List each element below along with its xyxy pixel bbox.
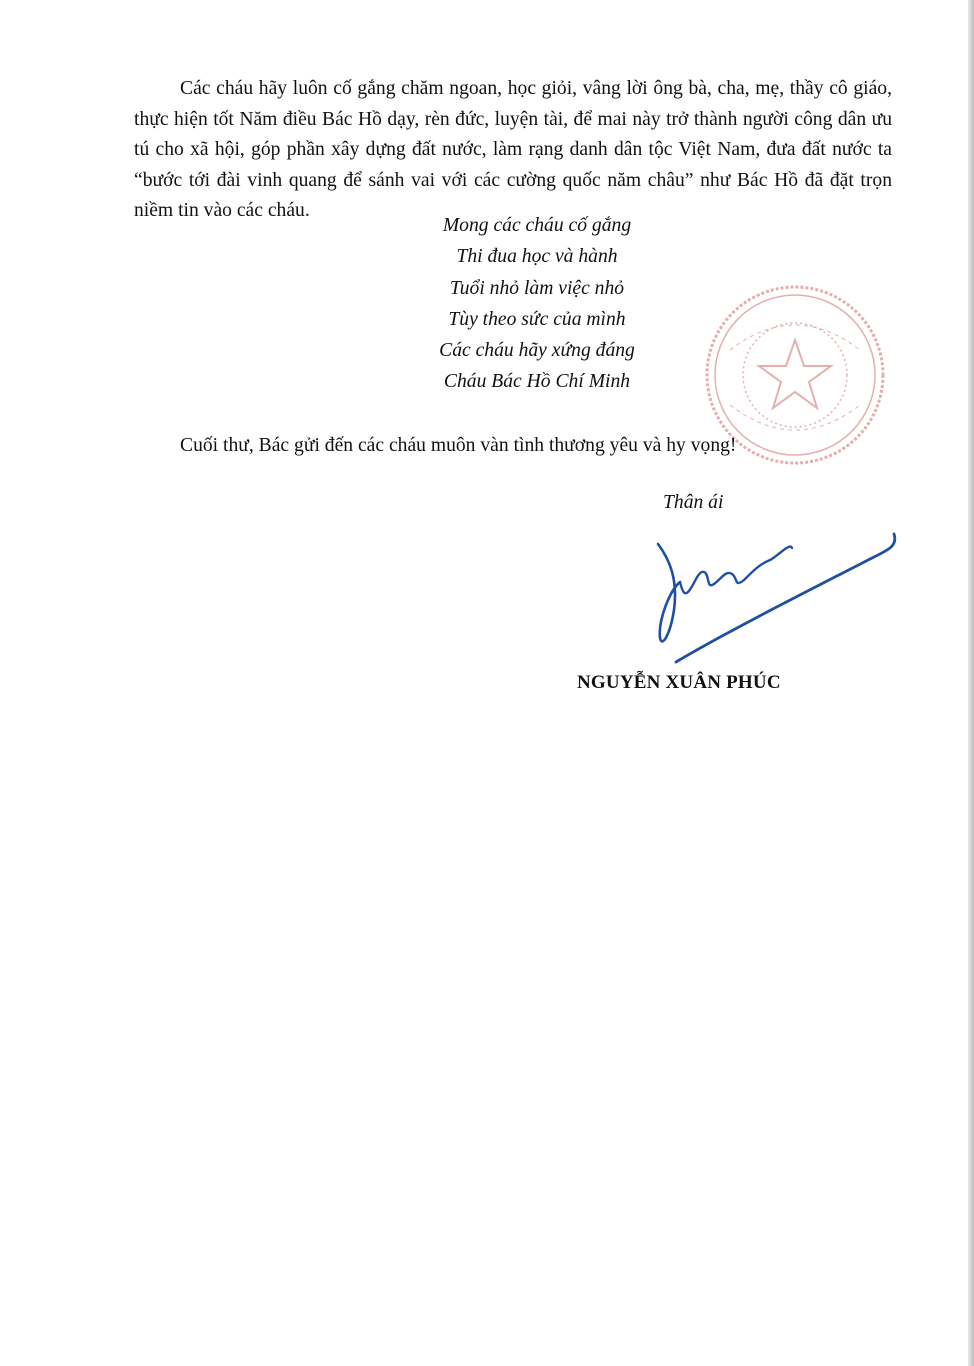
handwritten-signature bbox=[640, 520, 910, 680]
poem-line: Tuổi nhỏ làm việc nhỏ bbox=[449, 277, 625, 299]
greeting-text: Thân ái bbox=[663, 492, 724, 513]
body-paragraph: Các cháu hãy luôn cố gắng chăm ngoan, học giỏi, vâng lời ông bà, cha, mẹ, thầy cô giáo, thực hiện tốt Năm điều Bác Hồ dạy, rèn đức, luyện tài, để mai này trở thành người công dân ưu tú cho xã hội, góp phần xây dựng đất nước, làm rạng danh dân tộc Việt Nam, đưa đất nước ta “bước tới đài vinh quang để sánh vai với các cường quốc năm châu” như Bác Hồ đã đặt trọn niềm tin vào các cháu. bbox=[134, 78, 892, 221]
closing-line: Cuối thư, Bác gửi đến các cháu muôn vàn tình thương yêu và hy vọng! bbox=[180, 435, 737, 456]
poem-block bbox=[380, 210, 694, 398]
poem-line: Cháu Bác Hồ Chí Minh bbox=[443, 371, 631, 393]
poem-line: Các cháu hãy xứng đáng bbox=[439, 340, 635, 362]
signer-name: NGUYỄN XUÂN PHÚC bbox=[577, 672, 781, 693]
poem-line: Mong các cháu cố gắng bbox=[442, 215, 632, 236]
scan-edge bbox=[968, 0, 974, 1366]
poem-line: Thi đua học và hành bbox=[456, 246, 618, 268]
poem-line: Tùy theo sức của mình bbox=[448, 308, 626, 330]
